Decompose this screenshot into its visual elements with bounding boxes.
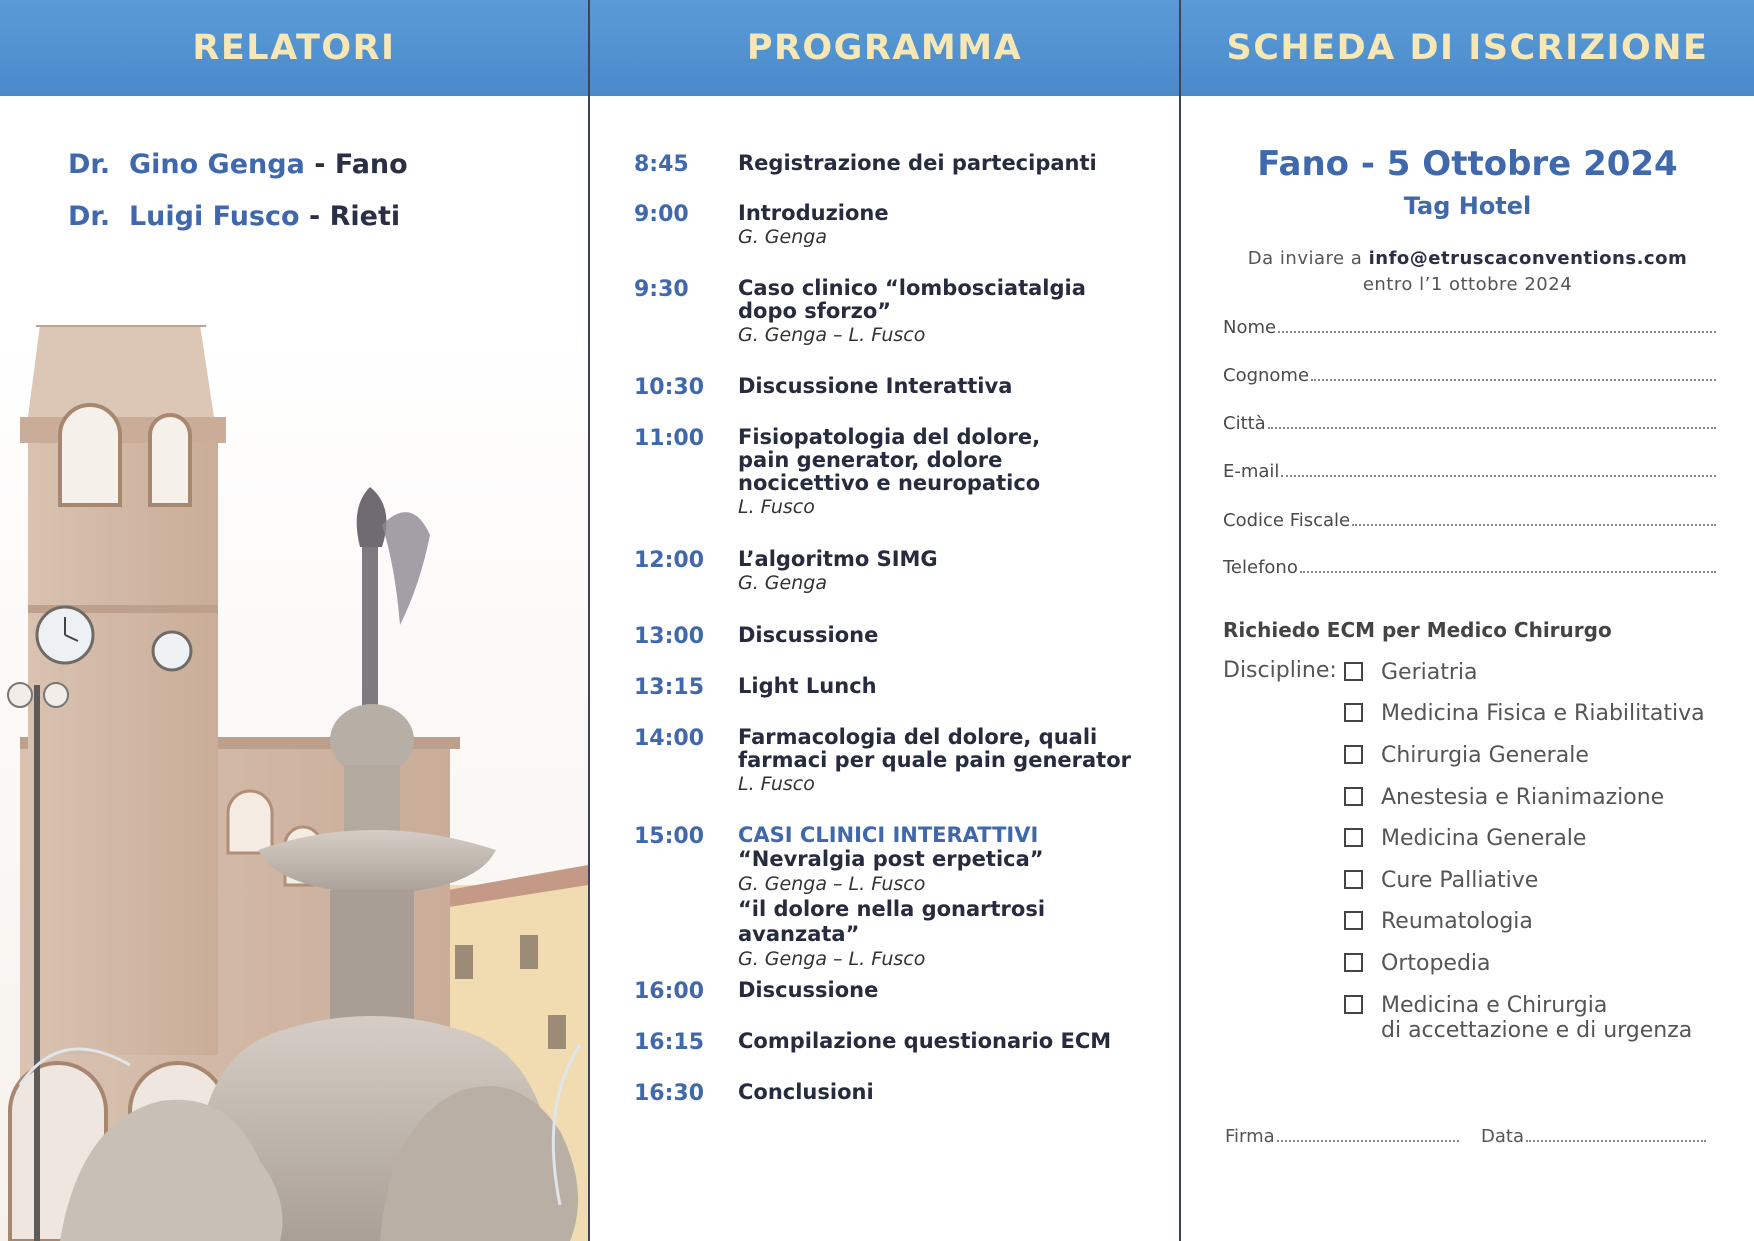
program-time: 15:00	[634, 824, 705, 849]
send-deadline: entro l’1 ottobre 2024	[1362, 274, 1573, 295]
checkbox-label: Medicina Generale	[1381, 826, 1587, 851]
checkbox-label: Chirurgia Generale	[1381, 743, 1589, 768]
program-time: 13:15	[634, 675, 705, 700]
field-email[interactable]	[1223, 461, 1716, 482]
relatore-2-name: Luigi Fusco	[128, 201, 300, 232]
ecm-request: Richiedo ECM per Medico Chirurgo	[1223, 618, 1612, 642]
field-nome[interactable]	[1223, 317, 1716, 338]
dotted-line	[1352, 524, 1716, 526]
program-time: 16:30	[634, 1081, 705, 1106]
program-subtitle: “Nevralgia post erpetica”	[738, 847, 1044, 871]
program-speaker: G. Genga – L. Fusco	[738, 324, 926, 346]
event-venue: Tag Hotel	[1403, 192, 1532, 220]
dotted-line	[1281, 475, 1716, 477]
programma-panel	[590, 0, 1181, 1241]
checkbox-square[interactable]	[1344, 745, 1363, 764]
program-time: 13:00	[634, 624, 705, 649]
checkbox-medicina-urgenza[interactable]	[1344, 993, 1692, 1043]
checkbox-label: Ortopedia	[1381, 951, 1491, 976]
field-citta[interactable]	[1223, 413, 1716, 434]
dotted-line	[1277, 1140, 1459, 1142]
checkbox-medicina-generale[interactable]	[1344, 826, 1586, 851]
program-speaker: G. Genga	[738, 226, 827, 248]
checkbox-geriatria[interactable]	[1344, 660, 1478, 685]
dotted-line	[1526, 1140, 1706, 1142]
checkbox-ortopedia[interactable]	[1344, 951, 1491, 976]
dotted-line	[1300, 571, 1716, 573]
field-label: Città	[1223, 413, 1266, 434]
checkbox-cure-palliative[interactable]	[1344, 868, 1538, 893]
data-label: Data	[1481, 1126, 1524, 1147]
event-place-date: Fano - 5 Ottobre 2024	[1257, 144, 1678, 184]
program-title: Caso clinico “lombosciatalgia dopo sforzo”	[738, 276, 1086, 323]
field-label: Nome	[1223, 317, 1277, 338]
relatore-2-sep: -	[308, 201, 321, 232]
programma-header-title: PROGRAMMA	[746, 28, 1023, 68]
checkbox-reumatologia[interactable]	[1344, 909, 1533, 934]
program-title: Compilazione questionario ECM	[738, 1029, 1112, 1053]
program-time: 12:00	[634, 548, 705, 573]
firma-label: Firma	[1225, 1126, 1275, 1147]
relatore-2-title: Dr.	[68, 201, 111, 232]
program-time: 16:00	[634, 979, 705, 1004]
checkbox-label	[1381, 993, 1692, 1043]
checkbox-chirurgia-generale[interactable]	[1344, 743, 1589, 768]
relatore-2	[68, 201, 400, 232]
checkbox-medicina-fisica[interactable]	[1344, 701, 1705, 726]
dotted-line	[1278, 331, 1716, 333]
field-label: E-mail	[1223, 461, 1280, 482]
checkbox-square[interactable]	[1344, 995, 1363, 1014]
scheda-header	[1181, 0, 1754, 96]
program-time: 9:00	[634, 202, 689, 227]
checkbox-label: Reumatologia	[1381, 909, 1533, 934]
scheda-header-title: SCHEDA DI ISCRIZIONE	[1226, 28, 1709, 68]
programma-header	[590, 0, 1179, 96]
program-title: L’algoritmo SIMG	[738, 547, 938, 571]
checkbox-square[interactable]	[1344, 870, 1363, 889]
field-cognome[interactable]	[1223, 365, 1716, 386]
discipline-label: Discipline:	[1223, 658, 1337, 683]
checkbox-square[interactable]	[1344, 662, 1363, 681]
program-title: CASI CLINICI INTERATTIVI	[738, 823, 1039, 847]
field-label: Telefono	[1223, 557, 1298, 578]
send-instructions	[1181, 246, 1754, 298]
checkbox-label: Medicina Fisica e Riabilitativa	[1381, 701, 1705, 726]
scheda-panel	[1181, 0, 1754, 1241]
program-speaker: G. Genga – L. Fusco	[738, 873, 926, 895]
program-speaker: L. Fusco	[738, 773, 815, 795]
program-title: Introduzione	[738, 201, 889, 225]
program-title: Farmacologia del dolore, quali farmaci per quale pain generator	[738, 725, 1132, 772]
data-field[interactable]	[1481, 1126, 1706, 1147]
field-telefono[interactable]	[1223, 557, 1716, 578]
dotted-line	[1268, 427, 1716, 429]
relatore-1-name: Gino Genga	[128, 149, 305, 180]
firma-field[interactable]	[1225, 1126, 1459, 1147]
relatore-2-city: Rieti	[329, 201, 401, 232]
program-title: Fisiopatologia del dolore, pain generator, dolore nocicettivo e neuropatico	[738, 425, 1041, 495]
program-time: 14:00	[634, 726, 705, 751]
relatori-header-title: RELATORI	[192, 28, 396, 68]
program-title: Light Lunch	[738, 674, 877, 698]
program-title: Discussione	[738, 978, 879, 1002]
program-speaker: G. Genga	[738, 572, 827, 594]
field-label: Cognome	[1223, 365, 1310, 386]
relatore-1-title: Dr.	[68, 149, 111, 180]
relatori-panel	[0, 0, 590, 1241]
piazza-fano-illustration	[0, 325, 588, 1241]
checkbox-square[interactable]	[1344, 953, 1363, 972]
program-speaker: L. Fusco	[738, 496, 815, 518]
field-codice-fiscale[interactable]	[1223, 510, 1716, 531]
send-email: info@etruscaconventions.com	[1368, 248, 1688, 269]
relatore-1	[68, 149, 408, 180]
program-title: Discussione	[738, 623, 879, 647]
program-time: 8:45	[634, 152, 689, 177]
checkbox-label-line1: Medicina e Chirurgia	[1381, 993, 1608, 1018]
checkbox-label: Cure Palliative	[1381, 868, 1539, 893]
relatore-1-sep: -	[314, 149, 326, 180]
checkbox-label: Anestesia e Rianimazione	[1381, 785, 1665, 810]
checkbox-square[interactable]	[1344, 703, 1363, 722]
checkbox-label-line2: di accettazione e di urgenza	[1381, 1018, 1693, 1043]
program-time: 11:00	[634, 426, 705, 451]
checkbox-square[interactable]	[1344, 828, 1363, 847]
relatore-1-city: Fano	[334, 149, 408, 180]
dotted-line	[1311, 379, 1716, 381]
checkbox-square[interactable]	[1344, 911, 1363, 930]
program-title: Discussione Interattiva	[738, 374, 1013, 398]
program-time: 9:30	[634, 277, 689, 302]
program-subtitle: “il dolore nella gonartrosi avanzata”	[738, 897, 1046, 946]
program-title: Registrazione dei partecipanti	[738, 151, 1097, 175]
checkbox-anestesia[interactable]	[1344, 785, 1664, 810]
relatori-header	[0, 0, 588, 96]
program-speaker: G. Genga – L. Fusco	[738, 948, 926, 970]
program-time: 16:15	[634, 1030, 705, 1055]
field-label: Codice Fiscale	[1223, 510, 1351, 531]
program-title: Conclusioni	[738, 1080, 874, 1104]
send-prefix: Da inviare a	[1247, 248, 1363, 269]
checkbox-square[interactable]	[1344, 787, 1363, 806]
program-time: 10:30	[634, 375, 705, 400]
checkbox-label: Geriatria	[1381, 660, 1478, 685]
